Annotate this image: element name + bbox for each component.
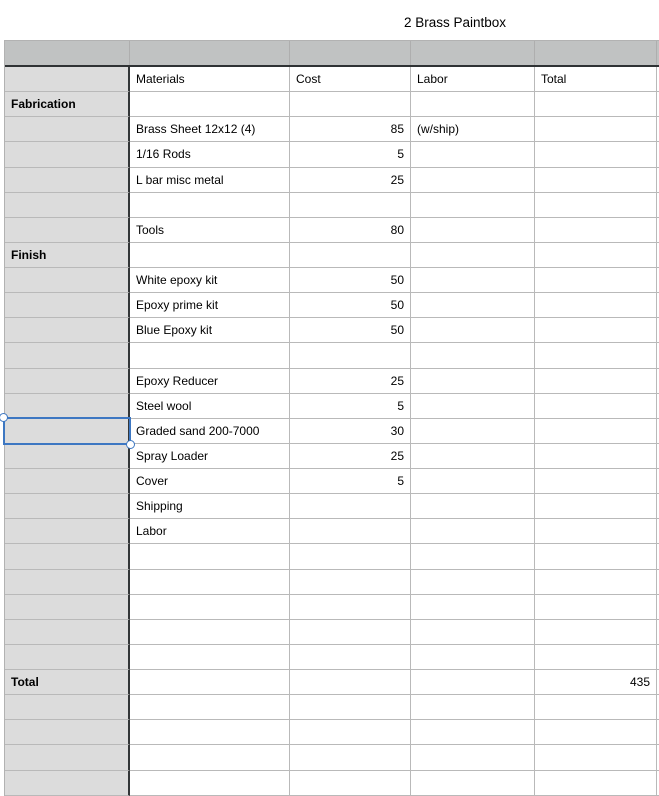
row-header-cell[interactable] bbox=[5, 394, 130, 419]
row-header-cell[interactable]: Total bbox=[5, 670, 130, 695]
header-band-cell[interactable] bbox=[130, 41, 290, 65]
table-row bbox=[5, 469, 659, 494]
row-header-cell[interactable] bbox=[5, 142, 130, 167]
cell[interactable]: Spray Loader bbox=[130, 444, 290, 469]
cell[interactable] bbox=[411, 745, 535, 770]
cell[interactable]: Shipping bbox=[130, 494, 290, 519]
column-header-cell[interactable]: Materials bbox=[130, 67, 290, 92]
cell[interactable] bbox=[411, 419, 535, 444]
cell[interactable] bbox=[290, 595, 411, 620]
sheet-title: 2 Brass Paintbox bbox=[403, 15, 507, 30]
cell[interactable] bbox=[290, 745, 411, 770]
cell[interactable] bbox=[411, 771, 535, 796]
cell[interactable] bbox=[535, 369, 657, 394]
row-header-cell[interactable] bbox=[5, 695, 130, 720]
cell[interactable] bbox=[290, 243, 411, 268]
cell[interactable] bbox=[130, 771, 290, 796]
table-row bbox=[5, 142, 659, 167]
cell[interactable] bbox=[411, 243, 535, 268]
cell[interactable]: 25 bbox=[290, 369, 411, 394]
cell[interactable] bbox=[290, 695, 411, 720]
cell[interactable] bbox=[535, 544, 657, 569]
row-header-cell[interactable] bbox=[5, 620, 130, 645]
cell[interactable] bbox=[411, 343, 535, 368]
row-header-cell[interactable]: Finish bbox=[5, 243, 130, 268]
cell[interactable]: Epoxy prime kit bbox=[130, 293, 290, 318]
header-band-cell[interactable] bbox=[290, 41, 411, 65]
cell[interactable] bbox=[130, 92, 290, 117]
table-row bbox=[5, 519, 659, 544]
table-row bbox=[5, 570, 659, 595]
row-header-cell[interactable] bbox=[5, 318, 130, 343]
cell[interactable] bbox=[411, 293, 535, 318]
cell[interactable] bbox=[411, 670, 535, 695]
cell[interactable] bbox=[130, 620, 290, 645]
cell[interactable] bbox=[130, 670, 290, 695]
cell[interactable] bbox=[535, 519, 657, 544]
cell[interactable] bbox=[535, 745, 657, 770]
cell[interactable]: 5 bbox=[290, 394, 411, 419]
header-band-cell[interactable] bbox=[535, 41, 657, 65]
row-header-cell[interactable] bbox=[5, 67, 130, 92]
cell[interactable]: 1/16 Rods bbox=[130, 142, 290, 167]
cell[interactable] bbox=[130, 595, 290, 620]
cell[interactable] bbox=[411, 570, 535, 595]
table-row bbox=[5, 117, 659, 142]
column-header-cell[interactable]: Total bbox=[535, 67, 657, 92]
cell[interactable]: 30 bbox=[290, 419, 411, 444]
cell[interactable]: 80 bbox=[290, 218, 411, 243]
row-header-cell[interactable] bbox=[5, 469, 130, 494]
column-header-cell[interactable]: Labor bbox=[411, 67, 535, 92]
table-row bbox=[5, 720, 659, 745]
cell[interactable] bbox=[535, 695, 657, 720]
cell[interactable]: 50 bbox=[290, 293, 411, 318]
row-header-cell[interactable] bbox=[5, 369, 130, 394]
cell[interactable] bbox=[411, 369, 535, 394]
cell[interactable] bbox=[411, 519, 535, 544]
cell[interactable]: Blue Epoxy kit bbox=[130, 318, 290, 343]
table-row bbox=[5, 343, 659, 368]
cell[interactable] bbox=[290, 544, 411, 569]
row-header-cell[interactable] bbox=[5, 218, 130, 243]
cell[interactable] bbox=[290, 620, 411, 645]
cell[interactable] bbox=[130, 720, 290, 745]
table-row bbox=[5, 243, 659, 268]
table-header-band bbox=[5, 41, 659, 67]
cell[interactable] bbox=[290, 193, 411, 218]
cell[interactable]: 25 bbox=[290, 444, 411, 469]
cell[interactable] bbox=[411, 620, 535, 645]
cell[interactable]: Steel wool bbox=[130, 394, 290, 419]
cell[interactable] bbox=[130, 544, 290, 569]
cell[interactable]: 435 bbox=[535, 670, 657, 695]
row-header-cell[interactable] bbox=[5, 444, 130, 469]
row-header-cell[interactable] bbox=[5, 343, 130, 368]
cell[interactable] bbox=[535, 293, 657, 318]
cell[interactable]: Epoxy Reducer bbox=[130, 369, 290, 394]
cell[interactable] bbox=[535, 142, 657, 167]
row-header-cell[interactable]: Fabrication bbox=[5, 92, 130, 117]
cell[interactable] bbox=[290, 494, 411, 519]
row-header-cell[interactable] bbox=[5, 720, 130, 745]
table-row bbox=[5, 92, 659, 117]
table-row bbox=[5, 745, 659, 770]
cell[interactable] bbox=[535, 117, 657, 142]
cell[interactable] bbox=[535, 168, 657, 193]
cell[interactable] bbox=[535, 394, 657, 419]
row-header-cell[interactable] bbox=[5, 193, 130, 218]
cell[interactable] bbox=[411, 444, 535, 469]
cell[interactable] bbox=[411, 268, 535, 293]
cell[interactable]: 50 bbox=[290, 318, 411, 343]
row-header-cell[interactable] bbox=[5, 494, 130, 519]
cell[interactable] bbox=[535, 645, 657, 670]
row-header-cell[interactable] bbox=[5, 117, 130, 142]
row-header-cell[interactable] bbox=[5, 168, 130, 193]
table-row bbox=[5, 369, 659, 394]
cell[interactable] bbox=[535, 570, 657, 595]
cell[interactable] bbox=[535, 419, 657, 444]
row-header-cell[interactable] bbox=[5, 645, 130, 670]
cell[interactable] bbox=[535, 318, 657, 343]
table-row bbox=[5, 645, 659, 670]
cell[interactable] bbox=[290, 519, 411, 544]
cell[interactable] bbox=[130, 745, 290, 770]
cell[interactable] bbox=[130, 570, 290, 595]
row-header-cell[interactable] bbox=[5, 745, 130, 770]
table-row bbox=[5, 670, 659, 695]
cell[interactable] bbox=[535, 343, 657, 368]
cell[interactable] bbox=[535, 771, 657, 796]
cell[interactable]: Graded sand 200-7000 bbox=[130, 419, 290, 444]
cell[interactable] bbox=[535, 268, 657, 293]
cell[interactable]: Labor bbox=[130, 519, 290, 544]
cell[interactable]: 25 bbox=[290, 168, 411, 193]
cell[interactable] bbox=[290, 645, 411, 670]
table-row bbox=[5, 193, 659, 218]
table-row bbox=[5, 444, 659, 469]
cell[interactable] bbox=[411, 720, 535, 745]
cell[interactable] bbox=[290, 343, 411, 368]
cell[interactable] bbox=[411, 645, 535, 670]
cell[interactable] bbox=[130, 343, 290, 368]
table-row bbox=[5, 293, 659, 318]
cell[interactable] bbox=[535, 620, 657, 645]
table-row bbox=[5, 544, 659, 569]
cell[interactable] bbox=[290, 92, 411, 117]
cell[interactable]: (w/ship) bbox=[411, 117, 535, 142]
header-band-cell[interactable] bbox=[5, 41, 130, 65]
row-header-cell[interactable] bbox=[5, 544, 130, 569]
row-header-cell[interactable] bbox=[5, 771, 130, 796]
cell[interactable] bbox=[411, 394, 535, 419]
table-row bbox=[5, 318, 659, 343]
cell[interactable] bbox=[535, 243, 657, 268]
table-row bbox=[5, 394, 659, 419]
table-row bbox=[5, 494, 659, 519]
cell[interactable]: 5 bbox=[290, 142, 411, 167]
table-row bbox=[5, 67, 659, 92]
cell[interactable] bbox=[535, 92, 657, 117]
cell[interactable] bbox=[290, 771, 411, 796]
cell[interactable]: Tools bbox=[130, 218, 290, 243]
table-row bbox=[5, 620, 659, 645]
cell[interactable] bbox=[411, 494, 535, 519]
cell[interactable] bbox=[290, 670, 411, 695]
cell[interactable] bbox=[130, 243, 290, 268]
row-header-cell[interactable] bbox=[5, 570, 130, 595]
header-band-cell[interactable] bbox=[411, 41, 535, 65]
cell[interactable] bbox=[411, 318, 535, 343]
cell[interactable] bbox=[411, 695, 535, 720]
cell[interactable]: Brass Sheet 12x12 (4) bbox=[130, 117, 290, 142]
table-row bbox=[5, 268, 659, 293]
row-header-cell[interactable] bbox=[5, 519, 130, 544]
cell[interactable] bbox=[290, 570, 411, 595]
table-row bbox=[5, 695, 659, 720]
cell[interactable] bbox=[411, 544, 535, 569]
cell[interactable] bbox=[411, 92, 535, 117]
cell[interactable]: 85 bbox=[290, 117, 411, 142]
selection-overlay[interactable] bbox=[3, 417, 131, 445]
row-header-cell[interactable] bbox=[5, 268, 130, 293]
cell[interactable] bbox=[411, 595, 535, 620]
cell[interactable] bbox=[535, 444, 657, 469]
cell[interactable] bbox=[535, 193, 657, 218]
cell[interactable] bbox=[130, 695, 290, 720]
cell[interactable] bbox=[535, 218, 657, 243]
cell[interactable]: 50 bbox=[290, 268, 411, 293]
cell[interactable] bbox=[411, 469, 535, 494]
table-row bbox=[5, 595, 659, 620]
cell[interactable] bbox=[130, 645, 290, 670]
cell[interactable] bbox=[411, 193, 535, 218]
cell[interactable]: 5 bbox=[290, 469, 411, 494]
cell[interactable]: White epoxy kit bbox=[130, 268, 290, 293]
cell[interactable] bbox=[411, 218, 535, 243]
table-row bbox=[5, 168, 659, 193]
selection-handle-bottom-right[interactable] bbox=[126, 440, 135, 449]
selection-handle-top-left[interactable] bbox=[0, 413, 8, 422]
row-header-cell[interactable] bbox=[5, 293, 130, 318]
cell[interactable] bbox=[411, 168, 535, 193]
row-header-cell[interactable] bbox=[5, 595, 130, 620]
cell[interactable] bbox=[535, 469, 657, 494]
cell[interactable] bbox=[290, 720, 411, 745]
cell[interactable] bbox=[411, 142, 535, 167]
table-row bbox=[5, 218, 659, 243]
cell[interactable]: Cover bbox=[130, 469, 290, 494]
cell[interactable]: L bar misc metal bbox=[130, 168, 290, 193]
cell[interactable] bbox=[535, 595, 657, 620]
table-row bbox=[5, 771, 659, 796]
cell[interactable] bbox=[535, 494, 657, 519]
cell[interactable] bbox=[130, 193, 290, 218]
cell[interactable] bbox=[535, 720, 657, 745]
column-header-cell[interactable]: Cost bbox=[290, 67, 411, 92]
